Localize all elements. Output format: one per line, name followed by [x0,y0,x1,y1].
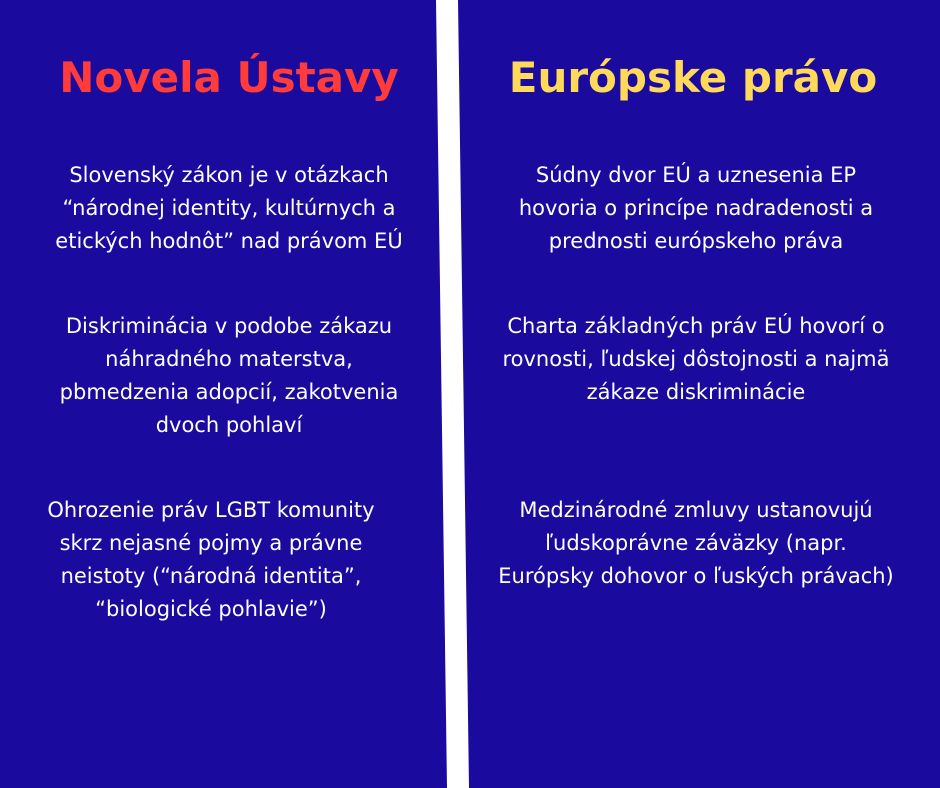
left-item-1-line-1: Slovenský zákon je v otázkach [69,163,389,187]
left-item-3-line-1: Ohrozenie práv LGBT komunity [47,498,375,522]
right-item-1-line-3: prednosti európskeho práva [548,229,844,253]
left-item-2-line-4: dvoch pohlaví [155,413,303,437]
right-item-1-line-1: Súdny dvor EÚ a uznesenia EP [535,163,857,187]
right-item-2 [465,310,927,409]
left-item-2-line-3: pbmedzenia adopcií, zakotvenia [59,380,399,404]
left-item-2-line-2: náhradného materstva, [105,347,353,371]
left-item-3-line-3: neistoty (“národná identita”, [60,564,362,588]
right-title: Európske právo [508,53,878,102]
left-title: Novela Ústavy [59,53,399,102]
right-item-3-line-2: ľudskoprávne záväzky (napr. [545,531,847,555]
right-item-3-line-3: Európsky dohovor o ľuských právach) [498,564,894,588]
left-item-3 [0,494,422,626]
left-item-3-line-4: “biologické pohlavie”) [95,597,327,621]
left-item-3-line-2: skrz nejasné pojmy a právne [59,531,363,555]
right-item-3 [465,494,927,593]
right-item-2-line-2: rovnosti, ľudskej dôstojnosti a najmä [502,347,890,371]
right-item-2-line-3: zákaze diskriminácie [586,380,806,404]
right-item-2-line-1: Charta základných práv EÚ hovorí o [507,314,885,338]
left-item-1-line-2: “národnej identity, kultúrnych a [62,196,396,220]
right-item-1 [465,159,927,258]
left-item-2-line-1: Diskriminácia v podobe zákazu [65,314,393,338]
right-item-1-line-2: hovoria o princípe nadradenosti a [518,196,874,220]
left-item-2 [18,310,440,442]
left-item-1-line-3: etických hodnôt” nad právom EÚ [55,229,403,253]
left-item-1 [18,159,440,258]
right-item-3-line-1: Medzinárodné zmluvy ustanovujú [519,498,873,522]
